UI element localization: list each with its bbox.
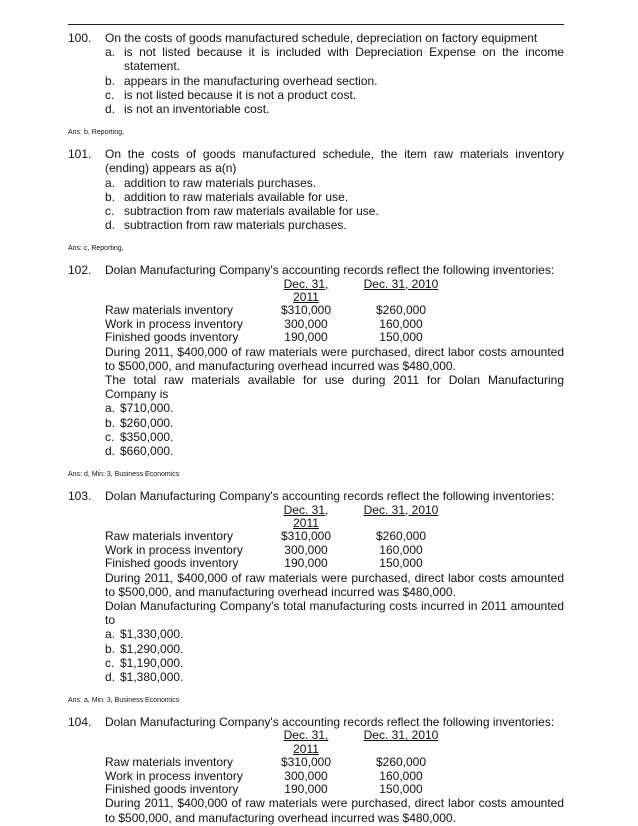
- question-stem: Dolan Manufacturing Company's accounting records reflect the following inventories:: [105, 263, 555, 278]
- column-header-2010: Dec. 31, 2010: [363, 276, 439, 291]
- option-text: $660,000.: [120, 444, 174, 459]
- option-text: subtraction from raw materials available for use.: [124, 204, 379, 219]
- column-header-2010: Dec. 31, 2010: [363, 502, 439, 517]
- option-text: $260,000.: [120, 415, 174, 430]
- option-b: [68, 190, 564, 204]
- option-letter: c.: [105, 655, 115, 670]
- row-label: Raw materials inventory: [105, 529, 234, 544]
- value-2011: $310,000: [280, 529, 332, 544]
- value-2011: 300,000: [284, 542, 328, 557]
- value-2011: $310,000: [280, 303, 332, 318]
- option-letter: b.: [105, 415, 116, 430]
- option-letter: a.: [105, 175, 116, 190]
- question-prompt: The total raw materials available for use during 2011 for Dolan Manufacturing Company is: [105, 373, 564, 402]
- option-text: is not listed because it is included with Depreciation Expense on the income statement.: [124, 45, 564, 74]
- option-letter: a.: [105, 627, 116, 642]
- column-header-2011: Dec. 31, 2011: [283, 276, 329, 305]
- question-102: [68, 263, 564, 479]
- column-header-2011: Dec. 31, 2011: [283, 728, 329, 756]
- header-rule: [68, 24, 564, 25]
- value-2010: 160,000: [379, 316, 423, 331]
- option-b: [68, 642, 564, 656]
- option-text: is not listed because it is not a product cost.: [124, 87, 357, 102]
- option-letter: a.: [105, 401, 116, 416]
- value-2011: 300,000: [284, 316, 328, 331]
- inventory-table: [68, 278, 564, 345]
- question-number: 101.: [68, 147, 92, 162]
- question-104: [68, 715, 564, 825]
- row-label: Finished goods inventory: [105, 781, 239, 796]
- row-label: Raw materials inventory: [105, 755, 234, 770]
- answer-key: Ans: a, Min: 3, Business Economics: [68, 697, 180, 705]
- value-2010: $260,000: [375, 529, 427, 544]
- question-number: 102.: [68, 263, 92, 278]
- option-text: appears in the manufacturing overhead section.: [124, 73, 378, 88]
- option-text: is not an inventoriable cost.: [124, 102, 270, 117]
- option-text: addition to raw materials available for use.: [124, 189, 349, 204]
- option-letter: a.: [105, 45, 116, 60]
- option-letter: b.: [105, 641, 116, 656]
- option-text: addition to raw materials purchases.: [124, 175, 317, 190]
- option-text: subtraction from raw materials purchases.: [124, 218, 347, 233]
- option-a: [68, 45, 564, 73]
- value-2011: 190,000: [284, 556, 328, 571]
- option-letter: d.: [105, 444, 116, 459]
- option-text: $710,000.: [120, 401, 174, 416]
- question-number: 104.: [68, 715, 92, 730]
- option-letter: c.: [105, 87, 115, 102]
- option-text: $1,380,000.: [120, 669, 184, 684]
- question-body: During 2011, $400,000 of raw materials were purchased, direct labor costs amounted to $500,000, and manufacturing overhead incurred was $480,000.: [105, 344, 564, 373]
- option-letter: b.: [105, 73, 116, 88]
- value-2010: 160,000: [379, 768, 423, 783]
- inventory-table: [68, 729, 564, 796]
- option-text: $1,190,000.: [120, 655, 184, 670]
- question-body: During 2011, $400,000 of raw materials were purchased, direct labor costs amounted to $500,000, and manufacturing overhead incurred was $480,000.: [105, 570, 564, 599]
- document-page: [68, 31, 564, 825]
- row-label: Work in process inventory: [105, 542, 243, 557]
- option-d: [68, 670, 564, 684]
- answer-key: Ans: c, Reporting,: [68, 245, 124, 253]
- question-stem: Dolan Manufacturing Company's accounting records reflect the following inventories:: [105, 715, 555, 730]
- value-2010: 150,000: [379, 330, 423, 345]
- value-2010: $260,000: [375, 303, 427, 318]
- answer-key: Ans: d, Min: 3, Business Economics: [68, 471, 180, 479]
- option-letter: d.: [105, 102, 116, 117]
- column-header-2011: Dec. 31, 2011: [283, 502, 329, 530]
- question-stem: Dolan Manufacturing Company's accounting records reflect the following inventories:: [105, 489, 555, 504]
- question-stem: On the costs of goods manufactured schedule, depreciation on factory equipment: [105, 31, 538, 45]
- option-text: $350,000.: [120, 429, 174, 444]
- value-2010: 150,000: [379, 781, 423, 796]
- question-number: 100.: [68, 31, 92, 45]
- option-b: [68, 416, 564, 430]
- value-2010: 160,000: [379, 542, 423, 557]
- question-prompt: Dolan Manufacturing Company's total manufacturing costs incurred in 2011 amounted to: [105, 598, 564, 628]
- option-c: [68, 430, 564, 444]
- option-a: [68, 627, 564, 641]
- option-c: [68, 88, 564, 102]
- answer-key: Ans: b, Reporting,: [68, 129, 125, 137]
- question-stem: On the costs of goods manufactured schedule, the item raw materials inventory (ending) appears as a(n): [105, 147, 564, 176]
- row-label: Work in process inventory: [105, 768, 243, 783]
- option-c: [68, 656, 564, 670]
- option-text: $1,330,000.: [120, 627, 184, 642]
- value-2011: 190,000: [284, 330, 328, 345]
- value-2011: $310,000: [280, 755, 332, 770]
- question-101: [68, 147, 564, 253]
- row-label: Finished goods inventory: [105, 556, 239, 571]
- question-number: 103.: [68, 489, 92, 504]
- question-body: During 2011, $400,000 of raw materials were purchased, direct labor costs amounted to $500,000, and manufacturing overhead incurred was $480,000.: [105, 796, 564, 825]
- option-c: [68, 204, 564, 218]
- row-label: Work in process inventory: [105, 316, 243, 331]
- value-2010: $260,000: [375, 755, 427, 770]
- option-d: [68, 102, 564, 116]
- option-letter: c.: [105, 204, 115, 219]
- value-2011: 190,000: [284, 781, 328, 796]
- option-a: [68, 401, 564, 415]
- option-text: $1,290,000.: [120, 641, 184, 656]
- option-d: [68, 218, 564, 232]
- value-2011: 300,000: [284, 768, 328, 783]
- option-b: [68, 74, 564, 88]
- option-letter: d.: [105, 218, 116, 233]
- inventory-table: [68, 504, 564, 571]
- question-100: [68, 31, 564, 137]
- row-label: Finished goods inventory: [105, 330, 239, 345]
- option-a: [68, 176, 564, 190]
- option-d: [68, 444, 564, 458]
- option-letter: d.: [105, 669, 116, 684]
- value-2010: 150,000: [379, 556, 423, 571]
- option-letter: c.: [105, 429, 115, 444]
- question-103: [68, 489, 564, 705]
- row-label: Raw materials inventory: [105, 303, 234, 318]
- option-letter: b.: [105, 189, 116, 204]
- column-header-2010: Dec. 31, 2010: [363, 728, 439, 743]
